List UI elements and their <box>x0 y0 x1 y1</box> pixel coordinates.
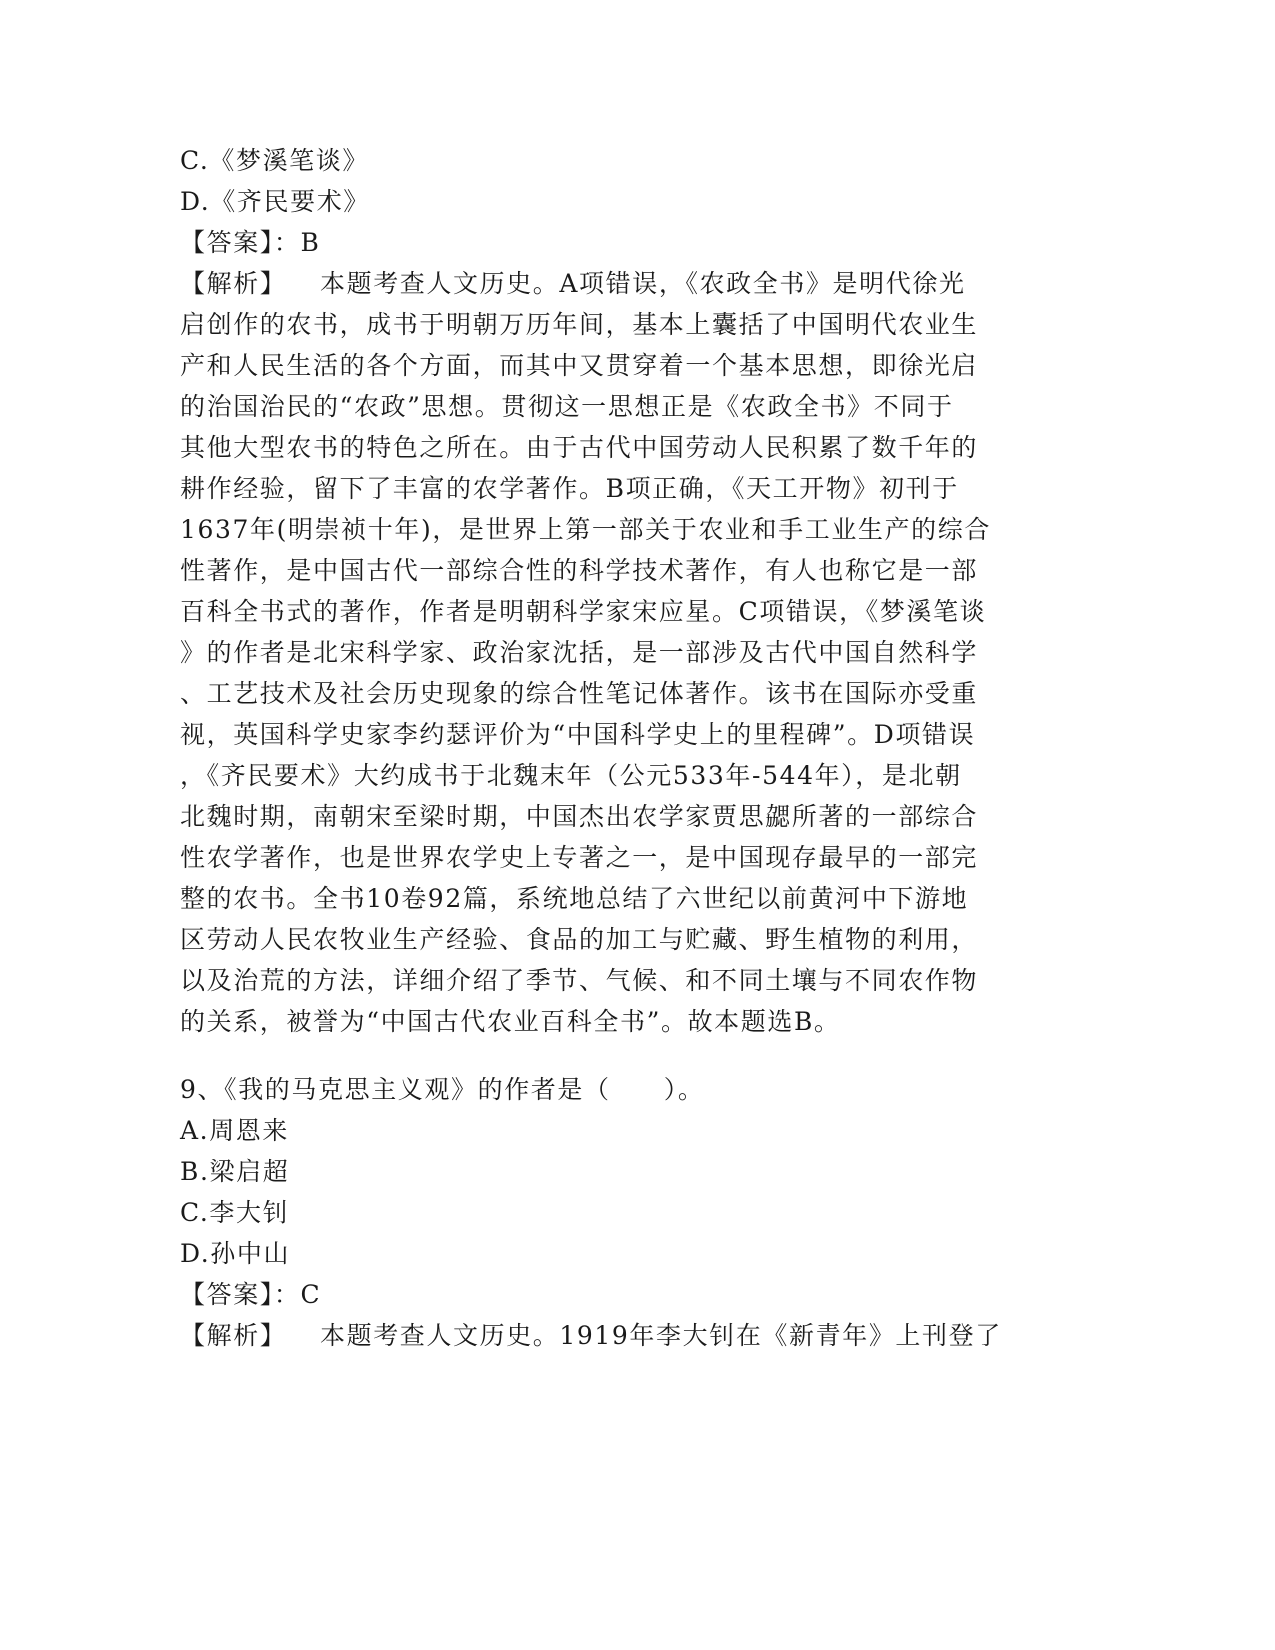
q8-analysis-line: 的治国治民的“农政”思想。贯彻这一思想正是《农政全书》不同于 <box>180 392 954 421</box>
q9-option-d: D.孙中山 <box>180 1239 291 1268</box>
q8-analysis-line: 的关系，被誉为“中国古代农业百科全书”。故本题选B。 <box>180 1007 841 1036</box>
q9-option-c: C.李大钊 <box>180 1198 290 1227</box>
q8-analysis-line: 整的农书。全书10卷92篇，系统地总结了六世纪以前黄河中下游地 <box>180 884 969 913</box>
q9-answer: 【答案】：C <box>180 1280 322 1309</box>
q9-question: 9、《我的马克思主义观》的作者是（ ）。 <box>180 1075 705 1104</box>
q8-answer: 【答案】：B <box>180 228 321 257</box>
q8-analysis-line: 其他大型农书的特色之所在。由于古代中国劳动人民积累了数千年的 <box>180 433 979 462</box>
q8-analysis-line: 产和人民生活的各个方面，而其中又贯穿着一个基本思想，即徐光启 <box>180 351 979 380</box>
q8-analysis-line: 以及治荒的方法，详细介绍了季节、气候、和不同土壤与不同农作物 <box>180 966 979 995</box>
q8-analysis-line: 性农学著作，也是世界农学史上专著之一，是中国现存最早的一部完 <box>180 843 979 872</box>
q8-analysis-line: ，《齐民要术》大约成书于北魏末年（公元533年-544年），是北朝 <box>180 761 962 790</box>
q8-analysis-line: 》的作者是北宋科学家、政治家沈括，是一部涉及古代中国自然科学 <box>180 638 979 667</box>
q9-option-a: A.周恩来 <box>180 1116 290 1145</box>
q8-analysis-line: 百科全书式的著作，作者是明朝科学家宋应星。C项错误，《梦溪笔谈 <box>180 597 987 626</box>
q8-analysis-label: 【解析】 <box>180 269 287 298</box>
q9-option-b: B.梁启超 <box>180 1157 290 1186</box>
q8-analysis-line: 耕作经验，留下了丰富的农学著作。B项正确，《天工开物》初刊于 <box>180 474 959 503</box>
q9-analysis-label: 【解析】 <box>180 1321 287 1350</box>
q8-analysis-line: 区劳动人民农牧业生产经验、食品的加工与贮藏、野生植物的利用， <box>180 925 979 954</box>
q8-analysis-line: 启创作的农书，成书于明朝万历年间，基本上囊括了中国明代农业生 <box>180 310 979 339</box>
q8-analysis-line: 北魏时期，南朝宋至梁时期，中国杰出农学家贾思勰所著的一部综合 <box>180 802 979 831</box>
q8-option-c: C.《梦溪笔谈》 <box>180 146 369 175</box>
q8-analysis-line: 1637年(明崇祯十年)，是世界上第一部关于农业和手工业生产的综合 <box>180 515 991 544</box>
q8-option-d: D.《齐民要术》 <box>180 187 370 216</box>
q8-analysis-line: 本题考查人文历史。A项错误，《农政全书》是明代徐光 <box>320 269 966 298</box>
q9-analysis-line: 本题考查人文历史。1919年李大钊在《新青年》上刊登了 <box>320 1321 1002 1350</box>
q8-analysis-line: 视，英国科学史家李约瑟评价为“中国科学史上的里程碑”。D项错误 <box>180 720 976 749</box>
q8-analysis-line: 、工艺技术及社会历史现象的综合性笔记体著作。该书在国际亦受重 <box>180 679 979 708</box>
q8-analysis-line: 性著作，是中国古代一部综合性的科学技术著作，有人也称它是一部 <box>180 556 979 585</box>
